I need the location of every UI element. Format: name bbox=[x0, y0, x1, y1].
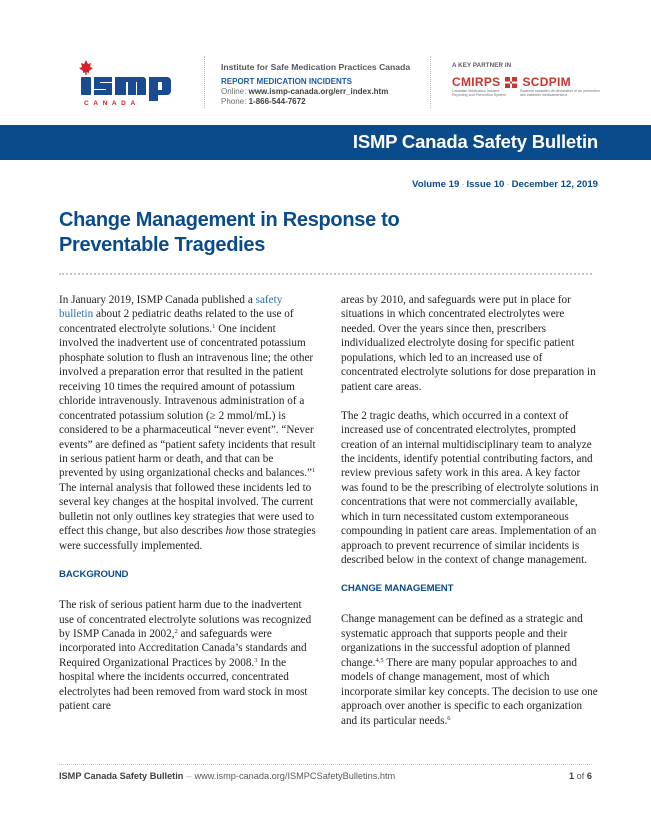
footer-url-link[interactable]: www.ismp-canada.org/ISMPCSafetyBulletins.htm bbox=[194, 771, 396, 781]
footnote-ref[interactable]: 1 bbox=[311, 467, 316, 475]
issue-number: Issue 10 bbox=[466, 179, 505, 190]
text-run: There are many popular approaches to and models of change management, most of which incorporate similar key concepts. The decision to use one approach over another is specific to each organization and its particular needs. bbox=[341, 656, 598, 727]
issue-date: December 12, 2019 bbox=[511, 179, 598, 190]
phone-label: Phone: bbox=[221, 97, 247, 106]
maple-leaf-icon bbox=[79, 60, 93, 75]
logo-canada-text: CANADA bbox=[84, 100, 140, 106]
footer-left bbox=[59, 771, 395, 781]
ismp-logo-graphic bbox=[78, 58, 174, 106]
phone-row bbox=[221, 97, 410, 107]
footnote-ref[interactable]: 2 bbox=[174, 627, 178, 635]
cmirps-brand: CMIRPS bbox=[452, 75, 501, 89]
issue-separator: · bbox=[506, 179, 510, 190]
page-header bbox=[0, 0, 651, 120]
online-link[interactable]: www.ismp-canada.org/err_index.htm bbox=[248, 87, 389, 96]
page-total: 6 bbox=[586, 771, 592, 781]
scdpim-brand: SCDPIM bbox=[522, 75, 571, 89]
volume: Volume 19 bbox=[412, 179, 460, 190]
header-divider bbox=[204, 56, 205, 108]
footnote-ref[interactable]: 3 bbox=[254, 656, 258, 664]
footer-divider bbox=[59, 764, 592, 765]
text-run: The internal analysis that followed these incidents led to several key changes at the hospital involved. The current bulletin not only outlines key strategies that were used to effect this change, but also describes bbox=[59, 481, 315, 538]
text-run: In the hospital where the incidents occurred, concentrated electrolytes had been removed from ward stock in most patient care bbox=[59, 656, 308, 713]
page-indicator bbox=[569, 771, 592, 781]
footer-dash: – bbox=[186, 771, 192, 781]
page-current: 1 bbox=[568, 771, 575, 781]
partner-brands bbox=[452, 77, 600, 88]
background-heading: BACKGROUND bbox=[59, 568, 129, 580]
cmirps-description: Canadian Medication Incident Reporting and Prevention System bbox=[452, 89, 506, 98]
scdpim-description: Système canadien de déclaration et de prévention des incidents médicamenteux bbox=[520, 89, 600, 98]
text-run: those strategies were successfully implemented. bbox=[59, 525, 316, 552]
left-column bbox=[59, 293, 317, 728]
emphasis-how: how bbox=[225, 525, 245, 538]
change-management-heading: CHANGE MANAGEMENT bbox=[341, 583, 454, 595]
right-column bbox=[341, 293, 599, 743]
header-divider bbox=[430, 56, 431, 108]
background-paragraph bbox=[59, 598, 317, 714]
footnote-ref[interactable]: 4,5 bbox=[375, 656, 384, 664]
title-divider bbox=[59, 273, 592, 275]
key-partner-label: A KEY PARTNER IN bbox=[452, 62, 512, 69]
online-label: Online: bbox=[221, 87, 247, 96]
footer-bulletin-name: ISMP Canada Safety Bulletin bbox=[59, 771, 184, 781]
institute-info bbox=[221, 62, 410, 107]
partner-descriptions bbox=[452, 89, 600, 97]
text-run: One incident involved the inadvertent use of concentrated potassium phosphate solution to flush an intravenous line; the other involved a preparation error that resulted in the patient receiving 10 times the required amount of potassium chloride intravenously. Intravenous administration of a concentrated potassium solution (≥ 2 mmol/mL) is considered to be a pharmaceutical “never event”. “Never events” are defined as “patient safety incidents that result in serious patient harm or death, and that can be prevented by using organizational checks and balances.” bbox=[59, 322, 316, 480]
intro-paragraph bbox=[59, 293, 317, 553]
issue-separator: · bbox=[461, 179, 465, 190]
title-banner bbox=[0, 125, 651, 160]
institute-name: Institute for Safe Medication Practices Canada bbox=[221, 62, 411, 72]
text-run: In January 2019, ISMP Canada published a bbox=[59, 294, 256, 306]
bulletin-title: ISMP Canada Safety Bulletin bbox=[352, 131, 598, 152]
text-run: The risk of serious patient harm due to the inadvertent use of concentrated electrolyte solutions was recognized by ISMP Canada in 2002, bbox=[59, 599, 312, 640]
issue-info bbox=[412, 179, 598, 190]
key-partner-block bbox=[452, 62, 600, 97]
article-title: Change Management in Response to Preventable Tragedies bbox=[59, 209, 400, 256]
text-run: and safeguards were incorporated into Accreditation Canada’s standards and Required Organizational Practices by 2008. bbox=[59, 627, 307, 669]
online-row bbox=[221, 87, 410, 97]
footnote-ref[interactable]: 1 bbox=[212, 322, 216, 330]
text-run: Change management can be defined as a strategic and systematic approach that supports people and their organizations in the successful adoption of planned change. bbox=[341, 613, 583, 669]
report-incidents-heading: REPORT MEDICATION INCIDENTS bbox=[221, 77, 352, 86]
text-run: about 2 pediatric deaths related to the use of concentrated electrolyte solutions. bbox=[59, 308, 294, 335]
footnote-ref[interactable]: 6 bbox=[447, 714, 451, 722]
continued-paragraph: areas by 2010, and safeguards were put in place for situations in which concentrated electrolytes were needed. Over the years since then, prescribers individualized electrolyte dosing for specific patient populations, which led to an increased use of concentrated electrolyte solutions for dose preparation in patient care areas. bbox=[341, 294, 596, 393]
page-footer bbox=[59, 771, 592, 781]
safety-bulletin-link[interactable]: safety bulletin bbox=[59, 294, 283, 321]
phone-number: 1-866-544-7672 bbox=[248, 97, 306, 106]
page-of: of bbox=[574, 771, 587, 781]
tragic-deaths-paragraph: The 2 tragic deaths, which occurred in a context of increased use of concentrated electrolytes, prompted creation of an internal multidisciplinary team to analyze the incidents, identify potential contributing factors, and review previous safety work in this area. A key factor was found to be the prescribing of electrolyte solutions in concentrations that were not commercially available, which in turn necessitated custom extemporaneous compounding in patient care areas. Implementation of an approach to prevent recurrence of similar incidents is described below in the context of change management. bbox=[341, 409, 599, 567]
cmirps-emblem-icon bbox=[505, 77, 517, 88]
change-management-paragraph bbox=[341, 612, 599, 728]
ismp-canada-logo bbox=[78, 58, 174, 106]
